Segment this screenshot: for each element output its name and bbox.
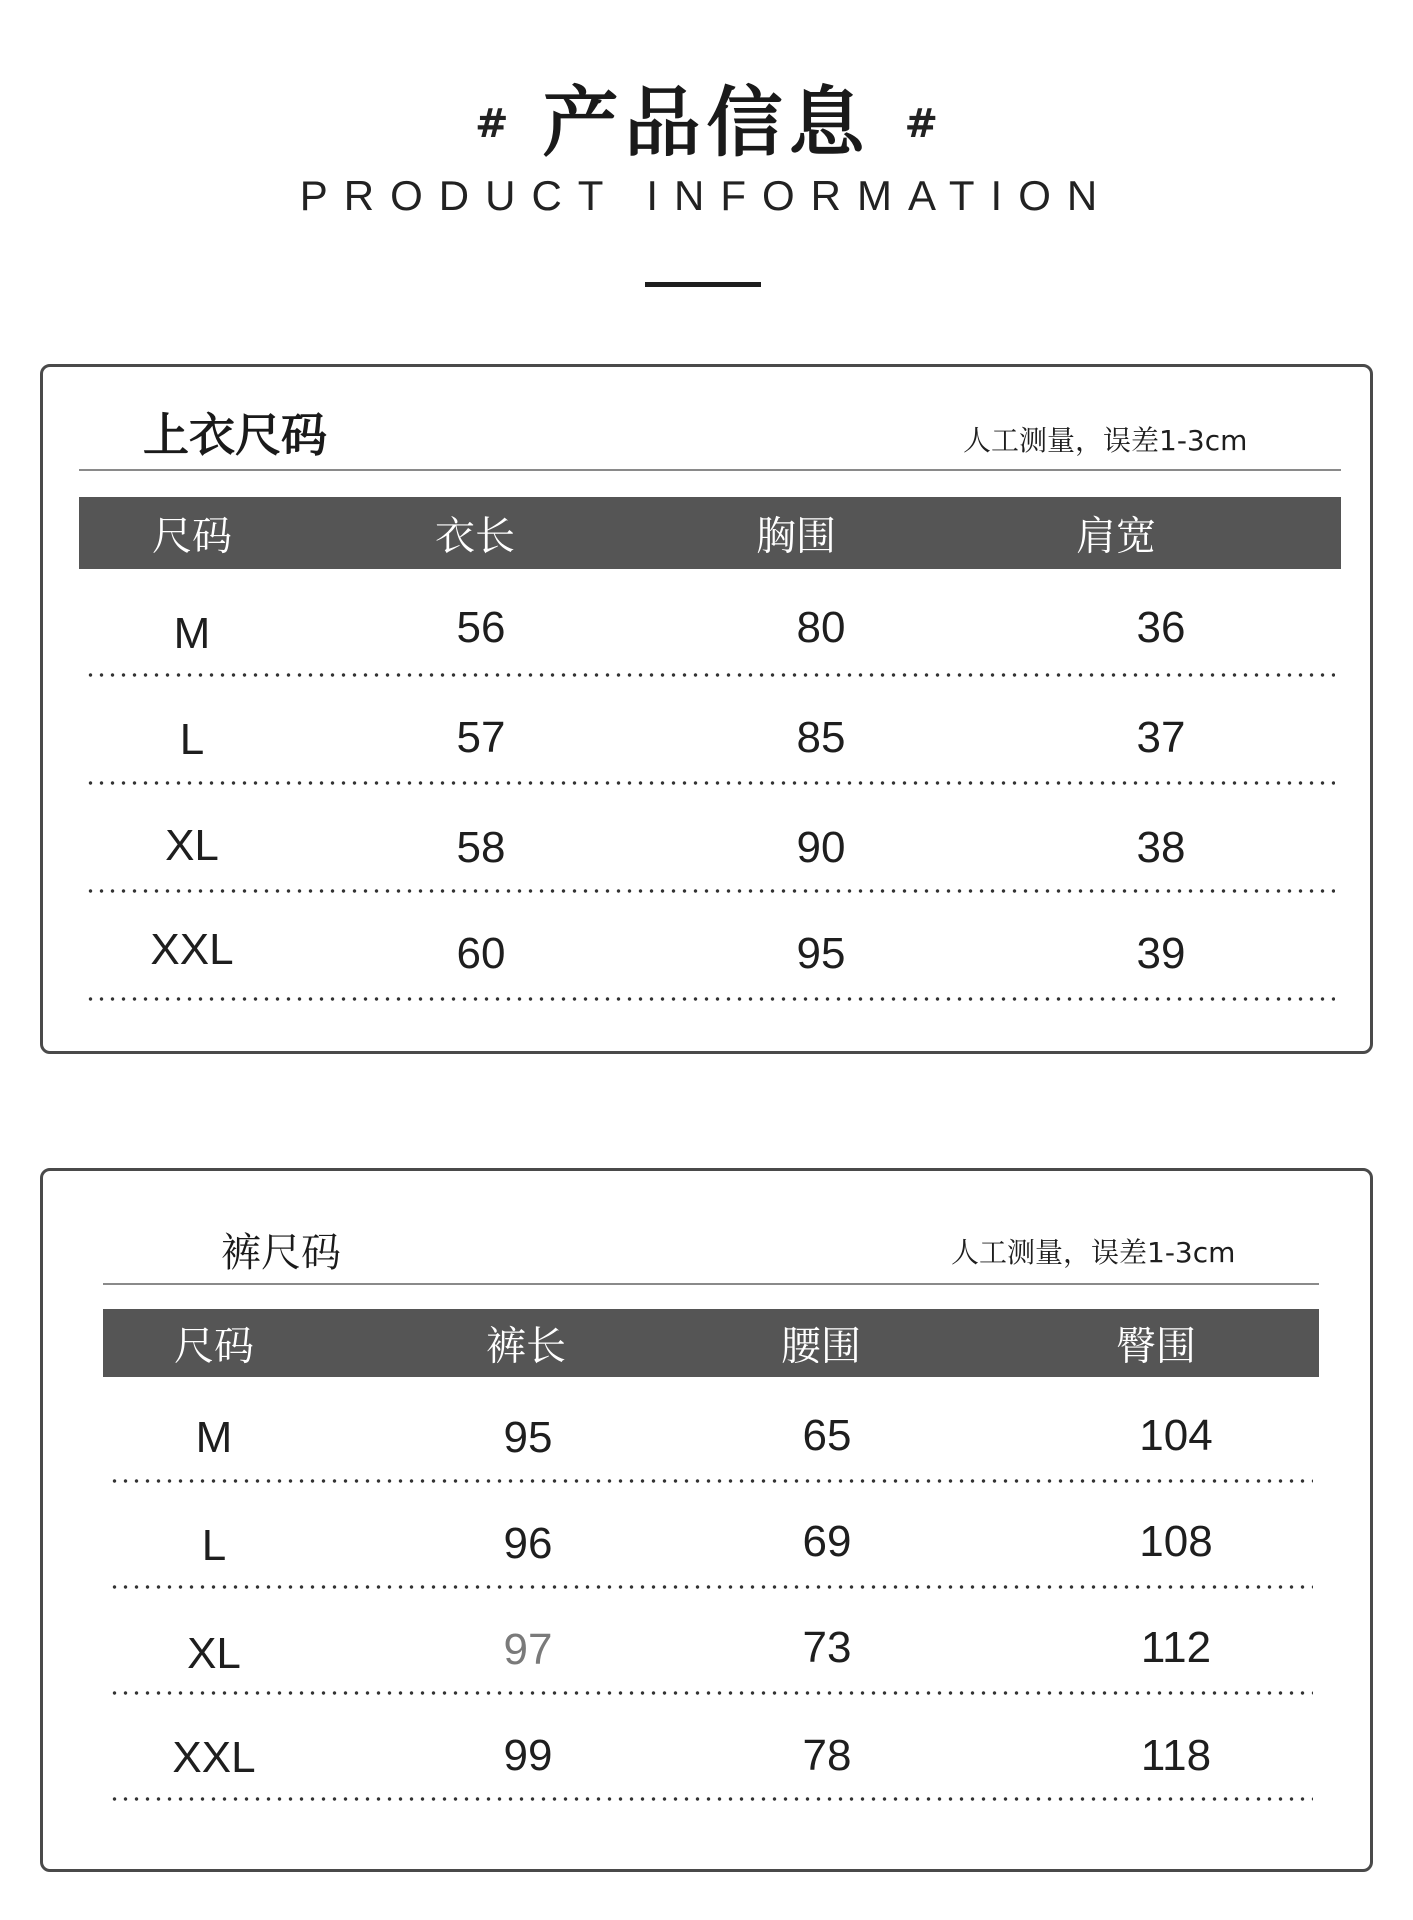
card-title: 裤尺码 bbox=[221, 1230, 341, 1276]
card-title: 上衣尺码 bbox=[143, 408, 327, 462]
table-cell: 57 bbox=[456, 713, 506, 762]
table-header bbox=[103, 1309, 1319, 1377]
table-cell: 97 bbox=[503, 1625, 553, 1674]
table-cell: 39 bbox=[1136, 929, 1186, 978]
table-row bbox=[85, 677, 1335, 785]
top-size-card bbox=[40, 364, 1373, 1054]
card-divider bbox=[103, 1283, 1319, 1285]
table-cell: 58 bbox=[456, 823, 506, 872]
card-divider bbox=[79, 469, 1341, 471]
table-cell: 104 bbox=[1139, 1411, 1213, 1460]
table-cell: 69 bbox=[802, 1517, 852, 1566]
table-cell: 90 bbox=[796, 823, 846, 872]
table-row bbox=[109, 1483, 1313, 1589]
table-cell: XXL bbox=[172, 1733, 256, 1782]
table-cell: M bbox=[195, 1413, 233, 1462]
table-header bbox=[79, 497, 1341, 569]
table-cell: 96 bbox=[503, 1519, 553, 1568]
table-body bbox=[109, 1377, 1313, 1801]
table-cell: 60 bbox=[456, 929, 506, 978]
header-cell: 臀围 bbox=[1116, 1323, 1196, 1370]
header-cell: 尺码 bbox=[152, 513, 232, 560]
header-cell: 尺码 bbox=[174, 1323, 254, 1370]
title-underline bbox=[645, 282, 761, 287]
table-cell: 65 bbox=[802, 1411, 852, 1460]
table-cell: 73 bbox=[802, 1623, 852, 1672]
table-cell: XL bbox=[187, 1629, 241, 1678]
table-cell: L bbox=[201, 1521, 227, 1570]
table-row bbox=[85, 785, 1335, 893]
table-cell: M bbox=[173, 609, 211, 658]
header-cell: 胸围 bbox=[756, 513, 836, 560]
table-cell: 78 bbox=[802, 1731, 852, 1780]
title-row bbox=[0, 62, 1413, 171]
header-cell: 腰围 bbox=[781, 1323, 861, 1370]
table-cell: 80 bbox=[796, 603, 846, 652]
table-row bbox=[109, 1589, 1313, 1695]
table-cell: 95 bbox=[503, 1413, 553, 1462]
table-cell: XXL bbox=[150, 925, 234, 974]
header-cell: 肩宽 bbox=[1076, 513, 1156, 560]
table-cell: 99 bbox=[503, 1731, 553, 1780]
table-row bbox=[85, 569, 1335, 677]
table-cell: L bbox=[179, 715, 205, 764]
table-cell: 108 bbox=[1139, 1517, 1213, 1566]
table-row bbox=[109, 1377, 1313, 1483]
hash-right: # bbox=[904, 100, 939, 147]
page-header bbox=[0, 0, 1413, 300]
table-cell: 118 bbox=[1140, 1731, 1212, 1780]
table-cell: 85 bbox=[796, 713, 846, 762]
page-title-cn: 产品信息 bbox=[542, 78, 871, 167]
hash-left: # bbox=[474, 100, 509, 147]
table-cell: XL bbox=[165, 821, 219, 870]
measurement-note: 人工测量，误差1-3cm bbox=[963, 424, 1248, 457]
measurement-note: 人工测量，误差1-3cm bbox=[951, 1236, 1236, 1269]
page-title-en: PRODUCT INFORMATION bbox=[299, 172, 1114, 219]
table-cell: 95 bbox=[796, 929, 846, 978]
pants-size-card bbox=[40, 1168, 1373, 1872]
dotted-divider bbox=[85, 997, 1335, 1001]
table-row bbox=[109, 1695, 1313, 1801]
table-cell: 37 bbox=[1136, 713, 1186, 762]
table-cell: 36 bbox=[1136, 603, 1186, 652]
dotted-divider bbox=[109, 1797, 1313, 1801]
header-cell: 衣长 bbox=[435, 513, 515, 560]
table-cell: 38 bbox=[1136, 823, 1186, 872]
table-body bbox=[85, 569, 1335, 1001]
header-cell: 裤长 bbox=[486, 1323, 566, 1370]
table-row bbox=[85, 893, 1335, 1001]
table-cell: 56 bbox=[456, 603, 506, 652]
table-cell: 112 bbox=[1140, 1623, 1212, 1672]
